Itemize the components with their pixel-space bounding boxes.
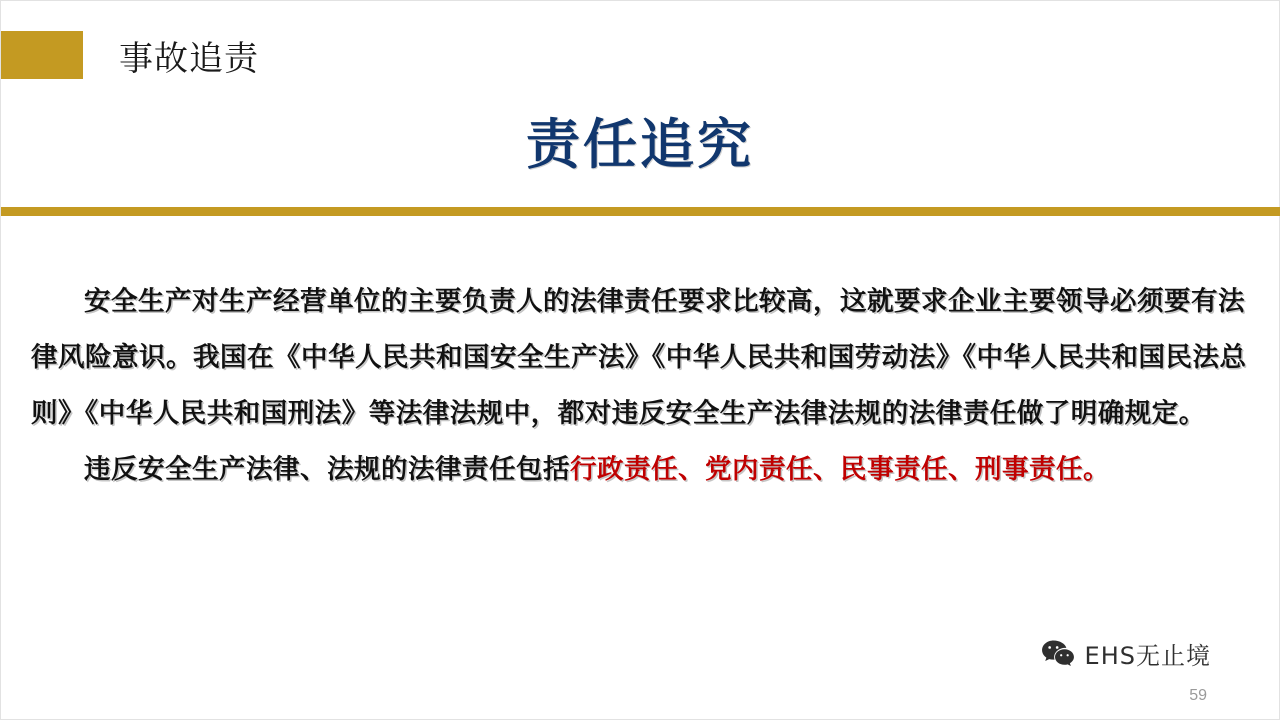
highlighted-responsibility-list: 行政责任、党内责任、民事责任、刑事责任 [570, 454, 1083, 484]
wechat-account-badge [1041, 636, 1211, 671]
page-title: 责任追究 [526, 115, 754, 175]
header-accent-block [1, 31, 83, 79]
paragraph-responsibility-types [31, 441, 1249, 497]
wechat-account-name: EHS无止境 [1084, 642, 1211, 670]
paragraph-suffix-text: 。 [1083, 454, 1110, 484]
wechat-icon [1041, 639, 1075, 669]
body-content [31, 273, 1249, 497]
paragraph-legal-responsibility: 安全生产对生产经营单位的主要负责人的法律责任要求比较高，这就要求企业主要领导必须要有法律风险意识。我国在《中华人民共和国安全生产法》《中华人民共和国劳动法》《中华人民共和国民法总则》《中华人民共和国刑法》等法律法规中，都对违反安全生产法律法规的法律责任做了明确规定。 [31, 286, 1247, 428]
divider [1, 207, 1280, 216]
header-title: 事故追责 [119, 40, 259, 78]
paragraph-prefix-text: 违反安全生产法律、法规的法律责任包括 [84, 454, 570, 484]
page-number: 59 [1189, 687, 1207, 704]
